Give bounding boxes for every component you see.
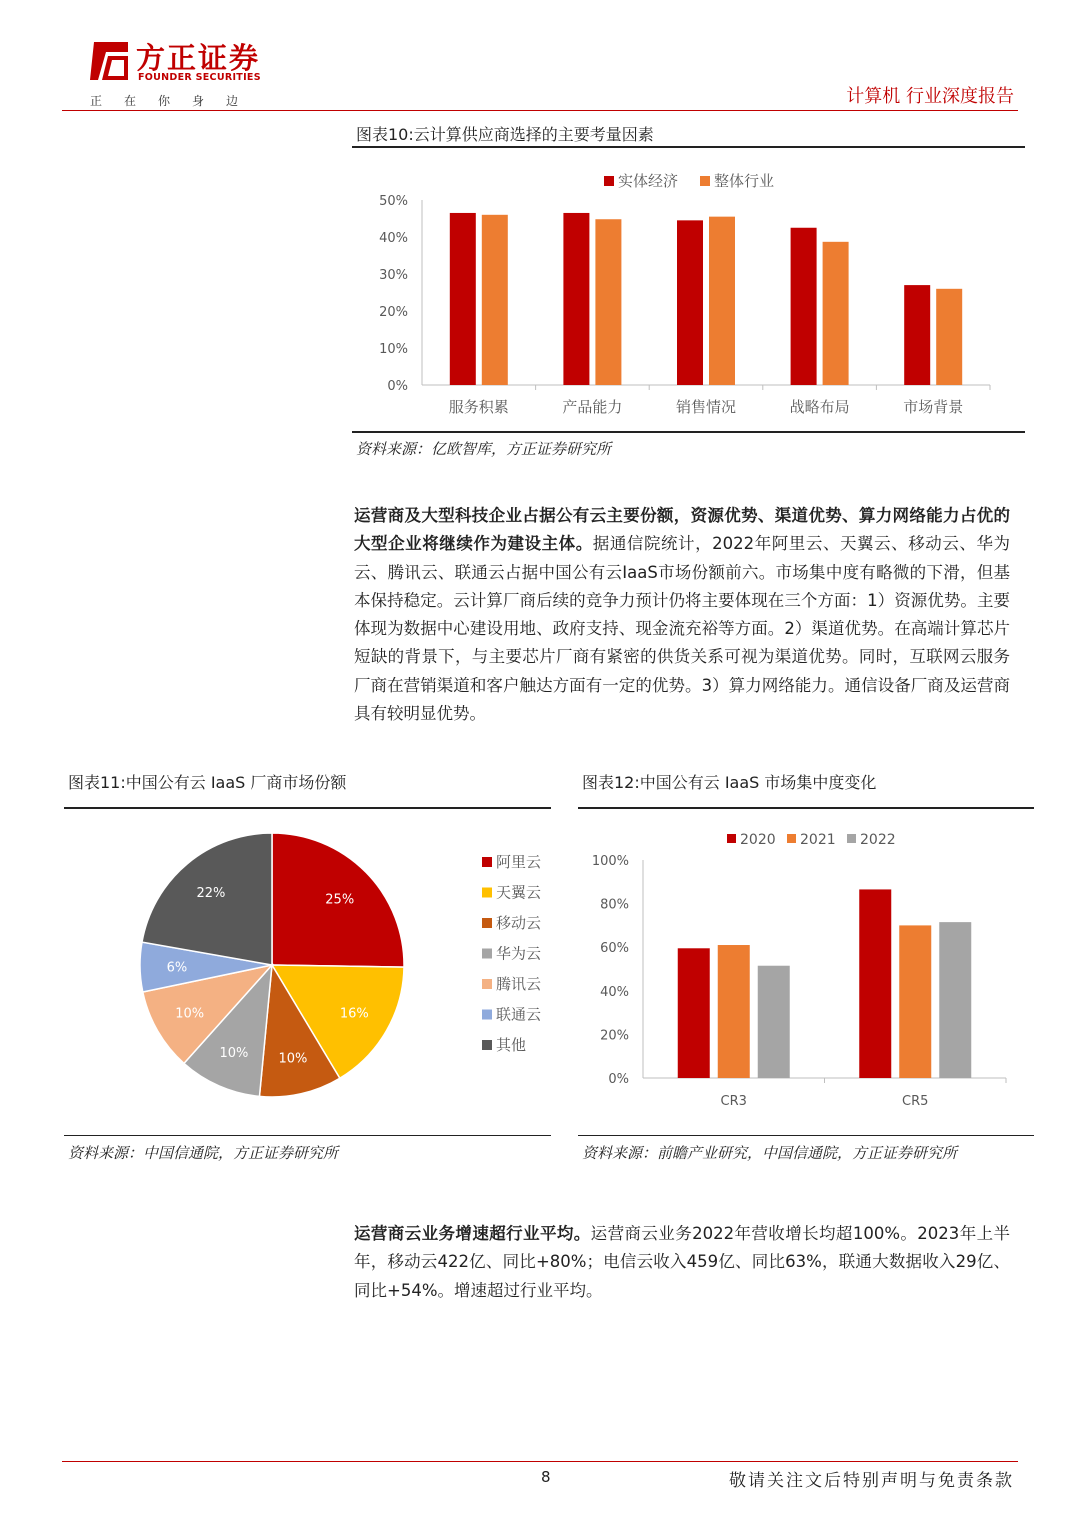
x-tick-label: 服务积累	[448, 398, 509, 416]
legend-label-其他: 其他	[496, 1036, 527, 1054]
bar-2020-CR3	[678, 948, 710, 1078]
y-tick-label: 0%	[608, 1072, 629, 1087]
pie-value-label: 10%	[219, 1046, 249, 1062]
legend-swatch-其他	[482, 1040, 492, 1050]
legend-swatch-整体行业	[700, 176, 710, 186]
bar-整体行业-产品能力	[595, 219, 621, 385]
y-tick-label: 40%	[600, 984, 629, 1000]
fig12-source: 资料来源：前瞻产业研究，中国信通院，方正证券研究所	[582, 1144, 958, 1162]
logo-cn: 方正证券	[136, 41, 261, 75]
bar-2022-CR5	[939, 922, 971, 1078]
legend-swatch-2021	[787, 834, 796, 843]
footer-disclaimer: 敬请关注文后特别声明与免责条款	[729, 1471, 1014, 1491]
x-tick-label: 产品能力	[562, 398, 623, 416]
x-tick-label: CR3	[720, 1094, 747, 1109]
header-rule	[62, 110, 1018, 111]
header	[0, 0, 1080, 112]
y-tick-label: 10%	[379, 342, 408, 357]
bar-2021-CR5	[899, 925, 931, 1078]
fig11-bottom-rule	[64, 1135, 551, 1136]
pie-value-label: 10%	[175, 1006, 205, 1022]
bar-2020-CR5	[859, 889, 891, 1078]
paragraph-2-body: 运营商云业务2022年营收增长均超100%。2023年上半年，移动云422亿、同比+80%；电信云收入459亿、同比63%，联通大数据收入29亿、同比+54%。增速超过行业平均。	[354, 1224, 1011, 1300]
bar-整体行业-服务积累	[482, 215, 508, 385]
fig12-title: 图表12:中国公有云 IaaS 市场集中度变化	[582, 773, 877, 792]
legend-label-阿里云: 阿里云	[496, 853, 542, 871]
paragraph-2	[354, 1220, 1010, 1305]
y-tick-label: 20%	[600, 1028, 629, 1044]
fig11-chart	[64, 812, 551, 1130]
legend-swatch-阿里云	[482, 857, 492, 867]
pie-value-label: 25%	[325, 892, 355, 908]
y-tick-label: 40%	[379, 231, 408, 246]
bar-整体行业-战略布局	[823, 242, 849, 385]
bar-实体经济-产品能力	[563, 213, 589, 385]
x-tick-label: CR5	[902, 1094, 929, 1109]
legend-label-整体行业: 整体行业	[714, 172, 775, 190]
logo-slogan: 正在你身边	[90, 94, 261, 108]
fig12-chart	[578, 812, 1034, 1130]
y-tick-label: 50%	[379, 194, 408, 209]
pie-value-label: 22%	[196, 886, 226, 902]
paragraph-1	[354, 502, 1010, 728]
legend-label-2022: 2022	[860, 832, 896, 848]
page-number: 8	[541, 1468, 551, 1486]
x-tick-label: 销售情况	[675, 398, 737, 416]
bar-实体经济-服务积累	[450, 213, 476, 385]
y-tick-label: 30%	[379, 268, 408, 283]
bar-整体行业-销售情况	[709, 217, 735, 385]
legend-swatch-联通云	[482, 1010, 492, 1020]
legend-label-华为云: 华为云	[496, 944, 542, 963]
paragraph-1-lead: 运营商及大型科技企业占据公有云主要份额，资源优势、渠道优势、算力网络能力占优的大型企业将继续作为建设主体。	[354, 506, 1010, 554]
legend-swatch-移动云	[482, 918, 492, 928]
legend-swatch-2020	[727, 834, 736, 843]
pie-value-label: 16%	[339, 1006, 369, 1022]
founder-logo-icon	[88, 40, 132, 80]
y-tick-label: 80%	[600, 897, 629, 913]
bar-2021-CR3	[718, 945, 750, 1078]
legend-label-2021: 2021	[800, 832, 836, 848]
fig12-top-rule	[578, 807, 1034, 809]
paragraph-1-body: 据通信院统计，2022年阿里云、天翼云、移动云、华为云、腾讯云、联通云占据中国公有云IaaS市场份额前六。市场集中度有略微的下滑，但基本保持稳定。云计算厂商后续的竞争力预计仍将主要体现在三个方面：1）资源优势。主要体现为数据中心建设用地、政府支持、现金流充裕等方面。2）渠道优势。在高端计算芯片短缺的背景下，与主要芯片厂商有紧密的供货关系可视为渠道优势。同时，互联网云服务厂商在营销渠道和客户触达方面有一定的优势。3）算力网络能力。通信设备厂商及运营商具有较明显优势。	[354, 534, 1010, 724]
legend-swatch-天翼云	[482, 888, 492, 898]
bar-实体经济-销售情况	[677, 220, 703, 385]
bar-2022-CR3	[758, 966, 790, 1078]
legend-swatch-2022	[847, 834, 856, 843]
legend-label-天翼云: 天翼云	[496, 883, 542, 902]
report-type: 计算机 行业深度报告	[846, 86, 1014, 107]
fig10-bottom-rule	[352, 431, 1025, 433]
y-tick-label: 20%	[379, 305, 408, 320]
fig10-source: 资料来源：亿欧智库，方正证券研究所	[356, 440, 612, 458]
legend-swatch-腾讯云	[482, 979, 492, 989]
x-tick-label: 战略布局	[789, 398, 850, 416]
fig11-top-rule	[64, 807, 551, 809]
y-tick-label: 100%	[591, 854, 629, 869]
legend-swatch-实体经济	[604, 176, 614, 186]
legend-label-联通云: 联通云	[496, 1005, 542, 1024]
logo-en: FOUNDER SECURITIES	[138, 72, 261, 83]
fig11-source: 资料来源：中国信通院，方正证券研究所	[68, 1144, 339, 1162]
y-tick-label: 0%	[387, 379, 408, 394]
fig11-title: 图表11:中国公有云 IaaS 厂商市场份额	[68, 773, 347, 792]
fig10-top-rule	[352, 146, 1025, 148]
legend-label-2020: 2020	[740, 832, 776, 848]
fig12-bottom-rule	[578, 1135, 1034, 1136]
bar-实体经济-战略布局	[791, 228, 817, 385]
legend-label-实体经济: 实体经济	[618, 172, 679, 190]
legend-swatch-华为云	[482, 949, 492, 959]
paragraph-2-lead: 运营商云业务增速超行业平均。	[354, 1224, 591, 1243]
legend-label-腾讯云: 腾讯云	[496, 975, 542, 993]
y-tick-label: 60%	[600, 941, 629, 957]
pie-value-label: 6%	[166, 960, 188, 976]
legend-label-移动云: 移动云	[496, 914, 542, 932]
fig10-chart	[352, 150, 1025, 430]
x-tick-label: 市场背景	[903, 398, 964, 416]
bar-实体经济-市场背景	[904, 285, 930, 385]
pie-value-label: 10%	[278, 1051, 308, 1067]
bar-整体行业-市场背景	[936, 289, 962, 385]
footer-rule	[62, 1461, 1018, 1462]
fig10-title: 图表10:云计算供应商选择的主要考量因素	[356, 125, 654, 144]
